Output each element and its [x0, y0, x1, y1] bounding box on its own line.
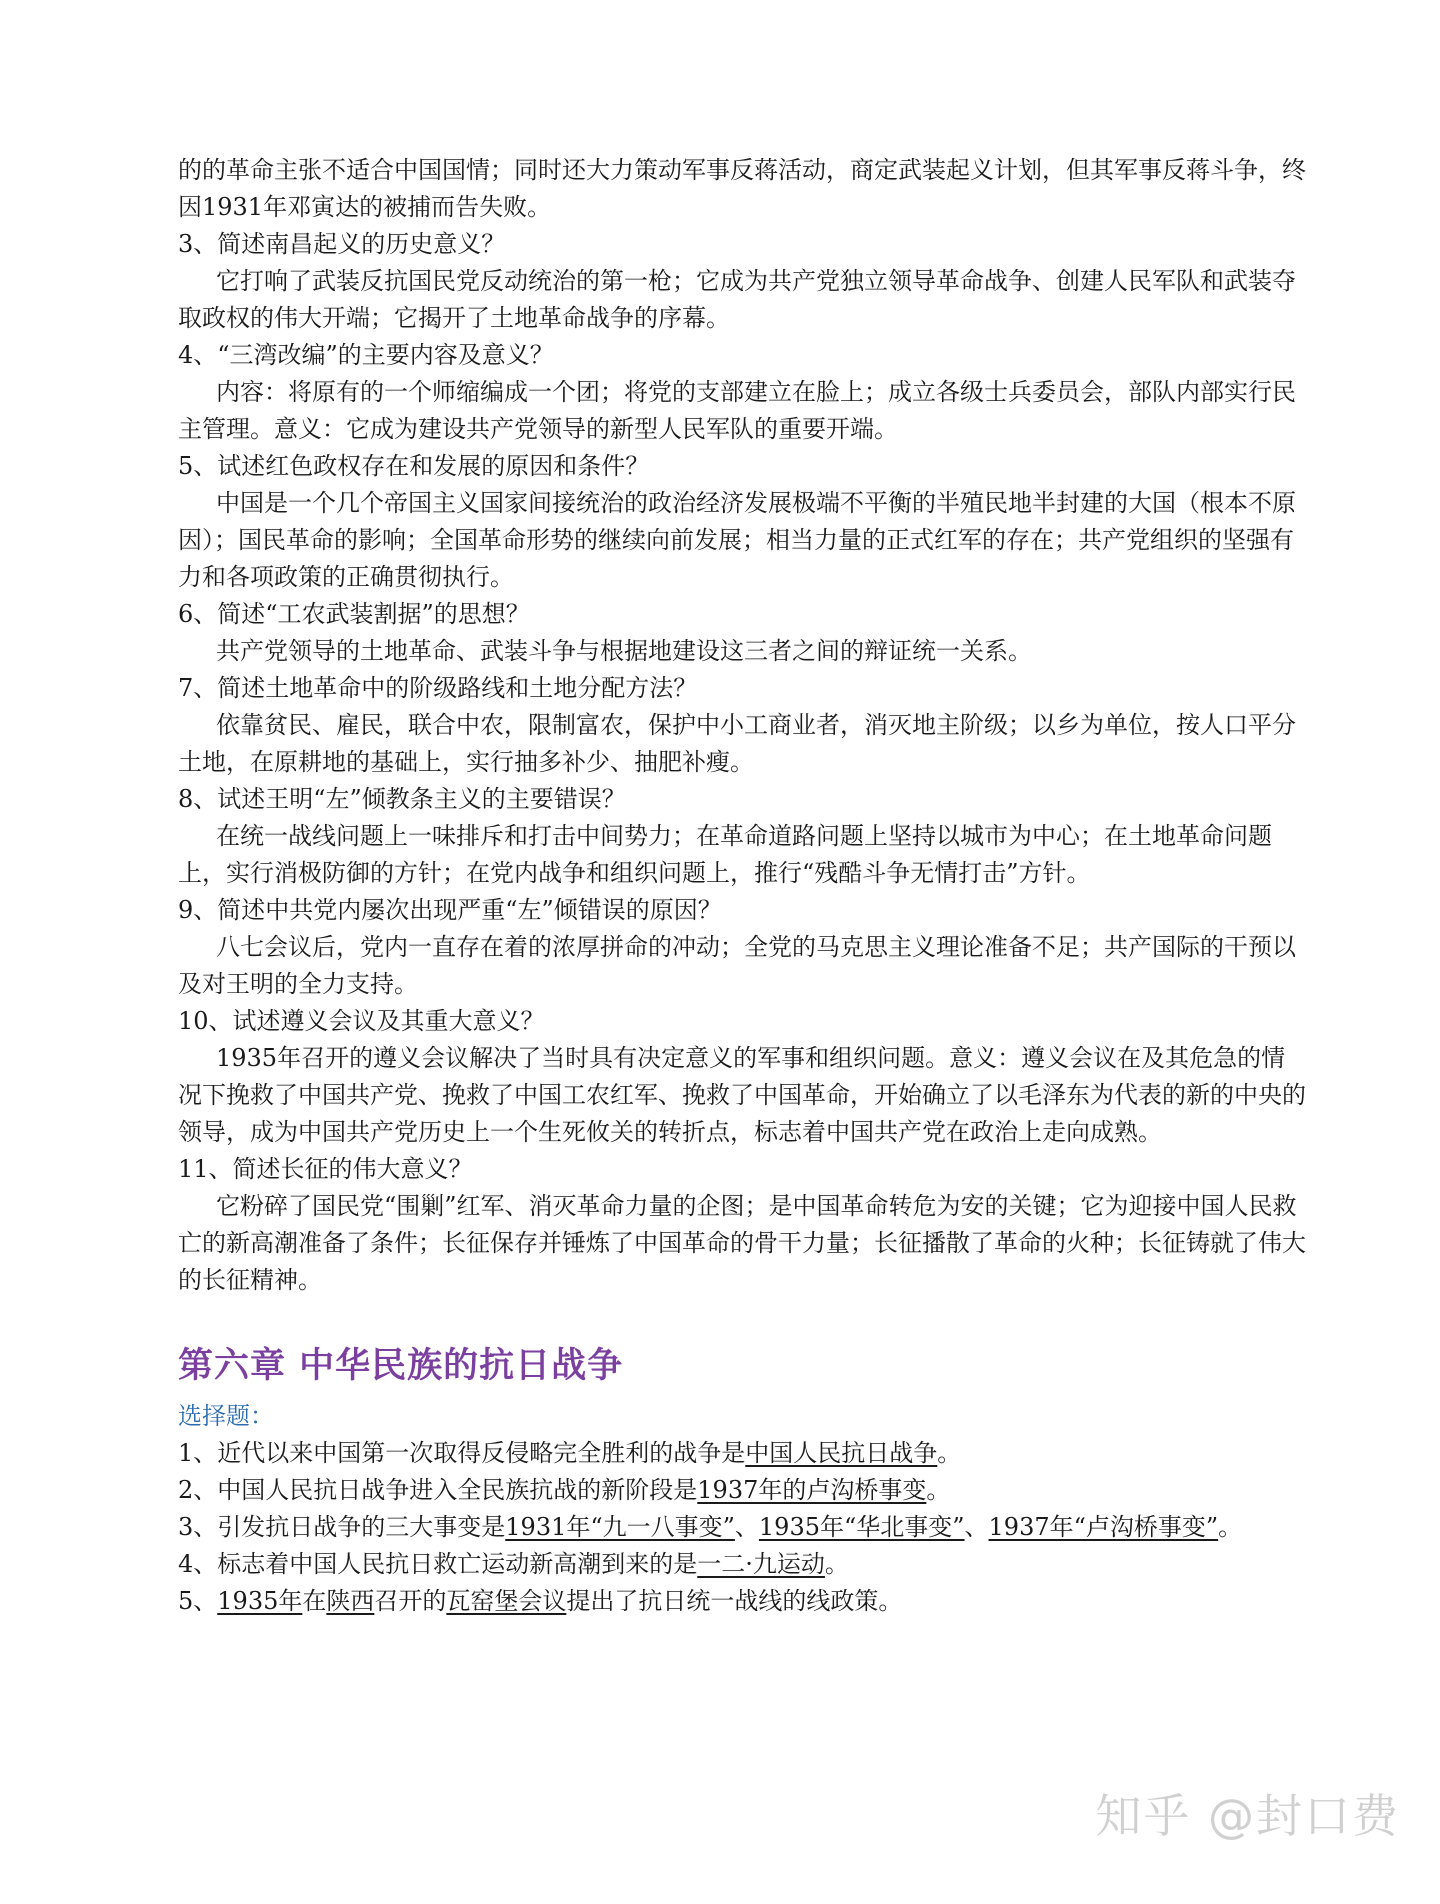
choice-text: 在	[302, 1587, 327, 1615]
answer-text: 依靠贫民、雇民，联合中农，限制富农，保护中小工商业者，消灭地主阶级；以乡为单位，按人口平分土地，在原耕地的基础上，实行抽多补少、抽肥补瘦。	[178, 711, 1296, 776]
zhihu-watermark: 知乎 @封口费	[1095, 1789, 1400, 1843]
answer-text: 内容：将原有的一个师缩编成一个团；将党的支部建立在脸上；成立各级士兵委员会，部队内部实行民主管理。意义：它成为建设共产党领导的新型人民军队的重要开端。	[178, 378, 1296, 443]
question-text: 6、简述“工农武装割据”的思想？	[178, 600, 530, 628]
choice-text: 3、引发抗日战争的三大事变是	[178, 1513, 506, 1541]
answer-underlined: 1935年“华北事变”	[758, 1513, 965, 1541]
answer-underlined: 1931年“九一八事变”	[505, 1513, 735, 1541]
answer-text: 中国是一个几个帝国主义国家间接统治的政治经济发展极端不平衡的半殖民地半封建的大国（根本不原因）；国民革命的影响；全国革命形势的继续向前发展；相当力量的正式红军的存在；共产党组织的坚强有力和各项政策的正确贯彻执行。	[178, 489, 1296, 591]
question-text: 5、试述红色政权存在和发展的原因和条件？	[178, 452, 650, 480]
choice-item	[178, 1509, 1306, 1546]
answer-text: 它打响了武装反抗国民党反动统治的第一枪；它成为共产党独立领导革命战争、创建人民军队和武装夺取政权的伟大开端；它揭开了土地革命战争的序幕。	[178, 267, 1296, 332]
answer-underlined: 一二·九运动	[697, 1550, 825, 1578]
answer-text: 在统一战线问题上一味排斥和打击中间势力；在革命道路问题上坚持以城市为中心；在土地革命问题上，实行消极防御的方针；在党内战争和组织问题上，推行“残酷斗争无情打击”方针。	[178, 822, 1272, 887]
qa-section	[178, 152, 1306, 1299]
answer-underlined: 陕西	[326, 1587, 375, 1615]
document-page	[178, 152, 1306, 1620]
paragraph-text: 的的革命主张不适合中国国情；同时还大力策动军事反蒋活动，商定武装起义计划，但其军事反蒋斗争，终因1931年邓寅达的被捕而告失败。	[178, 156, 1306, 221]
choice-text: 5、	[178, 1587, 218, 1615]
choice-item	[178, 1583, 1306, 1620]
choice-text: 提出了抗日统一战线的线政策。	[566, 1587, 903, 1615]
answer-underlined: 1937年“卢沟桥事变”	[988, 1513, 1219, 1541]
choice-text: 。	[824, 1550, 849, 1578]
question-text: 4、“三湾改编”的主要内容及意义？	[178, 341, 554, 369]
choice-text: 、	[964, 1513, 989, 1541]
choice-text: 。	[926, 1476, 951, 1504]
answer-underlined: 1937年的卢沟桥事变	[697, 1476, 927, 1504]
answer-text: 它粉碎了国民党“围剿”红军、消灭革命力量的企图；是中国革命转危为安的关键；它为迎接中国人民救亡的新高潮准备了条件；长征保存并锤炼了中国革命的骨干力量；长征播散了革命的火种；长征铸就了伟大的长征精神。	[178, 1192, 1306, 1294]
answer-text: 八七会议后，党内一直存在着的浓厚拼命的冲动；全党的马克思主义理论准备不足；共产国际的干预以及对王明的全力支持。	[178, 933, 1296, 998]
choice-text: 、	[734, 1513, 759, 1541]
choice-text: 召开的	[374, 1587, 447, 1615]
question-text: 8、试述王明“左”倾教条主义的主要错误？	[178, 785, 626, 813]
choice-text: 4、标志着中国人民抗日救亡运动新高潮到来的是	[178, 1550, 698, 1578]
section-label: 选择题：	[178, 1402, 274, 1430]
answer-underlined: 1935年	[217, 1587, 303, 1615]
question-text: 3、简述南昌起义的历史意义？	[178, 230, 506, 258]
choice-item	[178, 1546, 1306, 1583]
answer-text: 1935年召开的遵义会议解决了当时具有决定意义的军事和组织问题。意义：遵义会议在及其危急的情况下挽救了中国共产党、挽救了中国工农红军、挽救了中国革命，开始确立了以毛泽东为代表的新的中央的领导，成为中国共产党历史上一个生死攸关的转折点，标志着中国共产党在政治上走向成熟。	[178, 1044, 1306, 1146]
chapter-title: 第六章 中华民族的抗日战争	[178, 1346, 624, 1386]
answer-underlined: 瓦窑堡会议	[446, 1587, 567, 1615]
choice-item	[178, 1472, 1306, 1509]
question-text: 10、试述遵义会议及其重大意义？	[178, 1007, 545, 1035]
choice-text: 2、中国人民抗日战争进入全民族抗战的新阶段是	[178, 1476, 698, 1504]
answer-underlined: 中国人民抗日战争	[745, 1439, 938, 1467]
choice-item	[178, 1435, 1306, 1472]
choice-text: 1、近代以来中国第一次取得反侵略完全胜利的战争是	[178, 1439, 746, 1467]
question-text: 11、简述长征的伟大意义？	[178, 1155, 473, 1183]
choice-text: 。	[1218, 1513, 1243, 1541]
choice-list	[178, 1435, 1306, 1620]
question-text: 9、简述中共党内屡次出现严重“左”倾错误的原因？	[178, 896, 722, 924]
choice-text: 。	[937, 1439, 962, 1467]
answer-text: 共产党领导的土地革命、武装斗争与根据地建设这三者之间的辩证统一关系。	[216, 637, 1032, 665]
question-text: 7、简述土地革命中的阶级路线和土地分配方法？	[178, 674, 698, 702]
